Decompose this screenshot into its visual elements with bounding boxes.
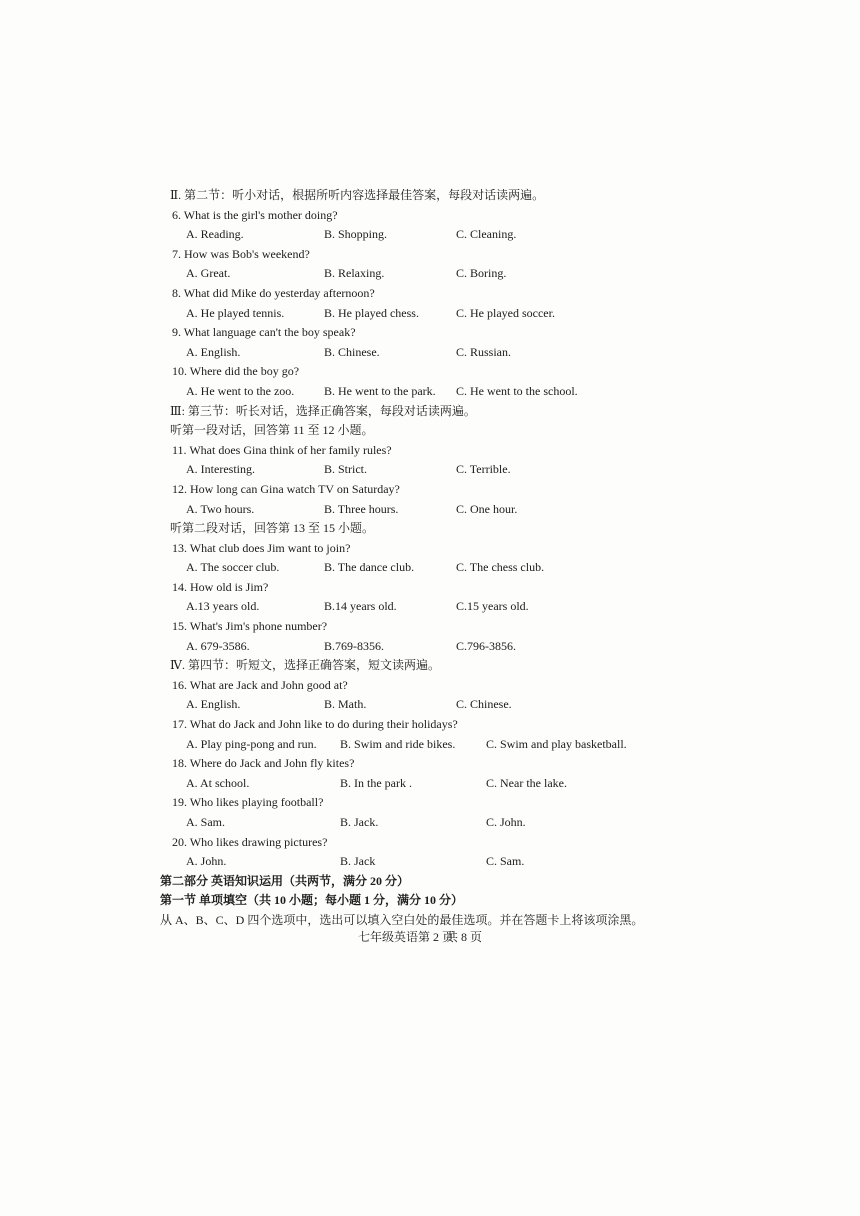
options-14: [170, 597, 690, 617]
option-c: C. Cleaning.: [456, 227, 517, 242]
options-20: [170, 852, 690, 872]
question-18: 18. Where do Jack and John fly kites?: [172, 756, 355, 771]
section-2-heading: Ⅱ. 第二节：听小对话，根据所听内容选择最佳答案，每段对话读两遍。: [170, 188, 545, 202]
option-b: B. Three hours.: [324, 501, 399, 516]
option-c: C.796-3856.: [456, 638, 516, 653]
question-7: 7. How was Bob's weekend?: [172, 246, 310, 261]
option-b: B. Swim and ride bikes.: [340, 736, 456, 751]
option-c: C. Russian.: [456, 344, 512, 359]
option-b: B. In the park .: [340, 775, 412, 790]
options-9: [170, 343, 690, 363]
option-a: A. He played tennis.: [186, 305, 285, 320]
question-12: 12. How long can Gina watch TV on Saturday?: [172, 481, 400, 496]
option-c: C. The chess club.: [456, 560, 545, 575]
options-11: [170, 460, 690, 480]
options-8: [170, 304, 690, 324]
option-b: B. He played chess.: [324, 305, 419, 320]
option-b: B. Jack.: [340, 815, 379, 829]
option-b: B. Math.: [324, 697, 367, 712]
option-c: C. One hour.: [456, 501, 518, 516]
section-3-sub-1: 听第一段对话，回答第 11 至 12 小题。: [170, 423, 374, 438]
footer-total-pages: 共 8 页: [446, 930, 483, 944]
option-a: A. Reading.: [186, 227, 244, 242]
option-a: A. 679-3586.: [186, 638, 250, 653]
options-10: [170, 382, 690, 402]
part-2-instructions: 从 A、B、C、D 四个选项中，选出可以填入空白处的最佳选项。并在答题卡上将该项涂黑。: [160, 912, 644, 927]
option-a: A. Great.: [186, 266, 231, 281]
question-9: 9. What language can't the boy speak?: [172, 325, 356, 340]
page-footer: [0, 928, 860, 945]
option-b: B. Strict.: [324, 462, 368, 477]
question-15: 15. What's Jim's phone number?: [172, 619, 328, 634]
option-a: A. Interesting.: [186, 462, 255, 477]
option-b: B.14 years old.: [324, 599, 397, 614]
section-3-sub-2: 听第二段对话，回答第 13 至 15 小题。: [170, 521, 375, 536]
question-6: 6. What is the girl's mother doing?: [172, 207, 338, 222]
part-2-section-1-heading: 第一节 单项填空（共 10 小题；每小题 1 分，满分 10 分）: [160, 893, 464, 908]
option-b: B. Relaxing.: [324, 266, 385, 281]
options-16: [170, 695, 690, 715]
question-14: 14. How old is Jim?: [172, 579, 269, 594]
section-3-heading: Ⅲ: 第三节：听长对话，选择正确答案，每段对话读两遍。: [170, 403, 476, 418]
option-c: C. He went to the school.: [456, 383, 578, 398]
options-18: [170, 774, 690, 794]
question-17: 17. What do Jack and John like to do during their holidays?: [172, 717, 458, 732]
option-b: B. Shopping.: [324, 227, 388, 242]
part-2-heading: 第二部分 英语知识运用（共两节，满分 20 分）: [160, 873, 410, 888]
option-a: A. English.: [186, 344, 241, 359]
option-c: C. Boring.: [456, 266, 507, 281]
options-13: [170, 558, 690, 578]
option-c: C. Chinese.: [456, 697, 512, 712]
options-7: [170, 264, 690, 284]
footer-page-number: 七年级英语第 2 页: [357, 930, 454, 944]
option-b: B. Chinese.: [324, 344, 380, 359]
option-c: C. Near the lake.: [486, 775, 567, 790]
option-b: B. Jack: [340, 854, 376, 869]
option-a: A. Play ping-pong and run.: [186, 736, 317, 751]
option-a: A.13 years old.: [186, 599, 260, 614]
option-c: C. Swim and play basketball.: [486, 736, 627, 751]
section-4-heading: Ⅳ. 第四节：听短文，选择正确答案，短文读两遍。: [170, 658, 440, 673]
options-19: [170, 813, 690, 833]
option-c: C. He played soccer.: [456, 305, 555, 320]
option-b: B. He went to the park.: [324, 383, 436, 398]
option-a: A. Sam.: [186, 815, 225, 829]
option-c: C. Terrible.: [456, 462, 511, 477]
question-20: 20. Who likes drawing pictures?: [172, 834, 328, 849]
option-a: A. He went to the zoo.: [186, 383, 295, 398]
options-12: [170, 500, 690, 520]
exam-content: [160, 186, 690, 931]
option-a: A. John.: [186, 854, 227, 869]
option-b: B. The dance club.: [324, 560, 415, 575]
question-16: 16. What are Jack and John good at?: [172, 677, 348, 692]
option-a: A. The soccer club.: [186, 560, 280, 575]
option-a: A. Two hours.: [186, 501, 255, 516]
question-13: 13. What club does Jim want to join?: [172, 540, 351, 555]
option-c: C. John.: [486, 815, 526, 829]
option-a: A. At school.: [186, 775, 250, 790]
question-10: 10. Where did the boy go?: [172, 364, 300, 379]
option-c: C.15 years old.: [456, 599, 529, 614]
question-19: 19. Who likes playing football?: [172, 795, 324, 810]
option-a: A. English.: [186, 697, 241, 712]
question-11: 11. What does Gina think of her family rules?: [172, 442, 392, 457]
options-15: [170, 637, 690, 657]
option-c: C. Sam.: [486, 854, 525, 869]
option-b: B.769-8356.: [324, 638, 384, 653]
options-6: [170, 225, 690, 245]
options-17: [170, 735, 690, 755]
question-8: 8. What did Mike do yesterday afternoon?: [172, 285, 375, 300]
